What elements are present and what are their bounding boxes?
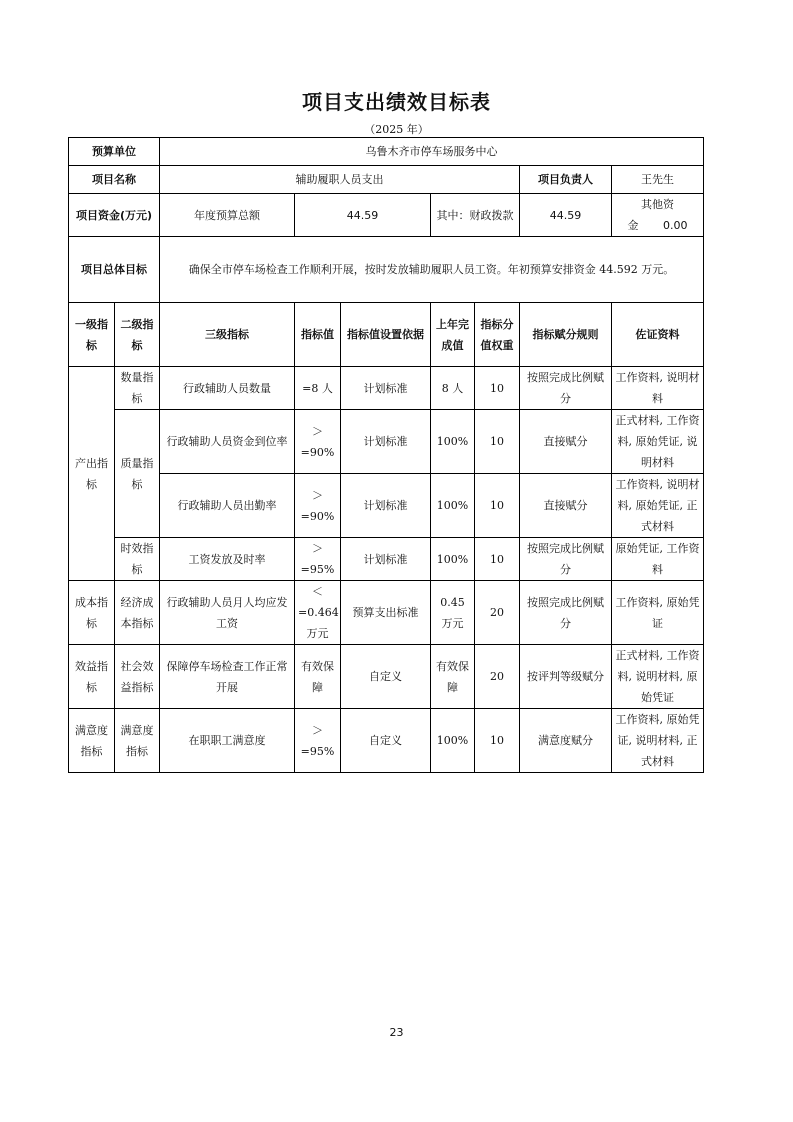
unit-value: 乌鲁木齐市停车场服务中心	[160, 138, 704, 166]
other-label: 其他资金	[627, 198, 675, 232]
col-rule: 指标赋分规则	[520, 303, 612, 367]
row-weight: 10	[475, 709, 520, 773]
row-basis: 计划标准	[341, 367, 431, 410]
row-rule: 满意度赋分	[520, 709, 612, 773]
row-value: ＞=95%	[295, 709, 341, 773]
sub-timeliness: 时效指标	[115, 538, 160, 581]
row-evidence: 正式材料, 工作资料, 原始凭证, 说明材料	[612, 410, 704, 474]
row-basis: 计划标准	[341, 538, 431, 581]
col-evidence: 佐证资料	[612, 303, 704, 367]
project-name-label: 项目名称	[69, 166, 160, 194]
table-row	[69, 367, 704, 410]
row-evidence: 工作资料, 说明材料	[612, 367, 704, 410]
row-evidence: 工作资料, 原始凭证, 说明材料, 正式材料	[612, 709, 704, 773]
row-rule: 直接赋分	[520, 474, 612, 538]
other-amount: 0.00	[663, 219, 688, 232]
row-rule: 按照完成比例赋分	[520, 538, 612, 581]
table-row	[69, 581, 704, 645]
annual-label: 年度预算总额	[160, 194, 295, 237]
owner-label: 项目负责人	[520, 166, 612, 194]
row-basis: 计划标准	[341, 474, 431, 538]
fund-label: 项目资金(万元)	[69, 194, 160, 237]
column-header-row	[69, 303, 704, 367]
fund-row	[69, 194, 704, 237]
row-last: 0.45 万元	[431, 581, 475, 645]
goal-label: 项目总体目标	[69, 237, 160, 303]
row-evidence: 原始凭证, 工作资料	[612, 538, 704, 581]
row-weight: 10	[475, 367, 520, 410]
row-basis: 自定义	[341, 645, 431, 709]
row-weight: 20	[475, 581, 520, 645]
row-basis: 自定义	[341, 709, 431, 773]
row-basis: 预算支出标准	[341, 581, 431, 645]
col-basis: 指标值设置依据	[341, 303, 431, 367]
row-evidence: 正式材料, 工作资料, 说明材料, 原始凭证	[612, 645, 704, 709]
page-number: 23	[389, 1026, 404, 1039]
row-name: 工资发放及时率	[160, 538, 295, 581]
annual-value: 44.59	[295, 194, 431, 237]
fiscal-label: 其中：财政拨款	[431, 194, 520, 237]
row-weight: 10	[475, 410, 520, 474]
row-rule: 按照完成比例赋分	[520, 367, 612, 410]
group-satisfaction: 满意度指标	[69, 709, 115, 773]
other-value	[612, 194, 704, 237]
unit-label: 预算单位	[69, 138, 160, 166]
sub-satisfaction: 满意度指标	[115, 709, 160, 773]
table-row	[69, 410, 704, 474]
row-evidence: 工作资料, 原始凭证	[612, 581, 704, 645]
group-output: 产出指标	[69, 367, 115, 581]
fiscal-value: 44.59	[520, 194, 612, 237]
row-last: 有效保障	[431, 645, 475, 709]
row-last: 100%	[431, 474, 475, 538]
col-level3: 三级指标	[160, 303, 295, 367]
table-row	[69, 474, 704, 538]
owner-value: 王先生	[612, 166, 704, 194]
col-level1: 一级指标	[69, 303, 115, 367]
row-value: 有效保障	[295, 645, 341, 709]
unit-row	[69, 138, 704, 166]
row-value: ＜=0.464 万元	[295, 581, 341, 645]
group-benefit: 效益指标	[69, 645, 115, 709]
row-name: 行政辅助人员月人均应发工资	[160, 581, 295, 645]
page-title: 项目支出绩效目标表	[302, 90, 491, 114]
row-name: 保障停车场检查工作正常开展	[160, 645, 295, 709]
col-level2: 二级指标	[115, 303, 160, 367]
row-value: ＞=95%	[295, 538, 341, 581]
table-row	[69, 645, 704, 709]
col-last-year: 上年完成值	[431, 303, 475, 367]
goal-row	[69, 237, 704, 303]
row-last: 100%	[431, 709, 475, 773]
sub-quality: 质量指标	[115, 410, 160, 538]
sub-economic: 经济成本指标	[115, 581, 160, 645]
sub-social: 社会效益指标	[115, 645, 160, 709]
row-weight: 20	[475, 645, 520, 709]
performance-table	[68, 137, 704, 773]
row-rule: 按评判等级赋分	[520, 645, 612, 709]
row-name: 行政辅助人员出勤率	[160, 474, 295, 538]
row-name: 行政辅助人员资金到位率	[160, 410, 295, 474]
row-last: 8 人	[431, 367, 475, 410]
row-basis: 计划标准	[341, 410, 431, 474]
row-last: 100%	[431, 538, 475, 581]
col-weight: 指标分值权重	[475, 303, 520, 367]
row-weight: 10	[475, 474, 520, 538]
row-value: =8 人	[295, 367, 341, 410]
col-value: 指标值	[295, 303, 341, 367]
row-value: ＞=90%	[295, 410, 341, 474]
project-name-row	[69, 166, 704, 194]
project-name-value: 辅助履职人员支出	[160, 166, 520, 194]
row-name: 在职职工满意度	[160, 709, 295, 773]
table-row	[69, 538, 704, 581]
row-last: 100%	[431, 410, 475, 474]
row-evidence: 工作资料, 说明材料, 原始凭证, 正式材料	[612, 474, 704, 538]
row-rule: 按照完成比例赋分	[520, 581, 612, 645]
sub-quantity: 数量指标	[115, 367, 160, 410]
row-value: ＞=90%	[295, 474, 341, 538]
row-rule: 直接赋分	[520, 410, 612, 474]
year-label: （2025 年）	[364, 123, 429, 136]
group-cost: 成本指标	[69, 581, 115, 645]
goal-value: 确保全市停车场检查工作顺利开展，按时发放辅助履职人员工资。年初预算安排资金 44.592 万元。	[160, 237, 704, 303]
row-weight: 10	[475, 538, 520, 581]
table-row	[69, 709, 704, 773]
row-name: 行政辅助人员数量	[160, 367, 295, 410]
